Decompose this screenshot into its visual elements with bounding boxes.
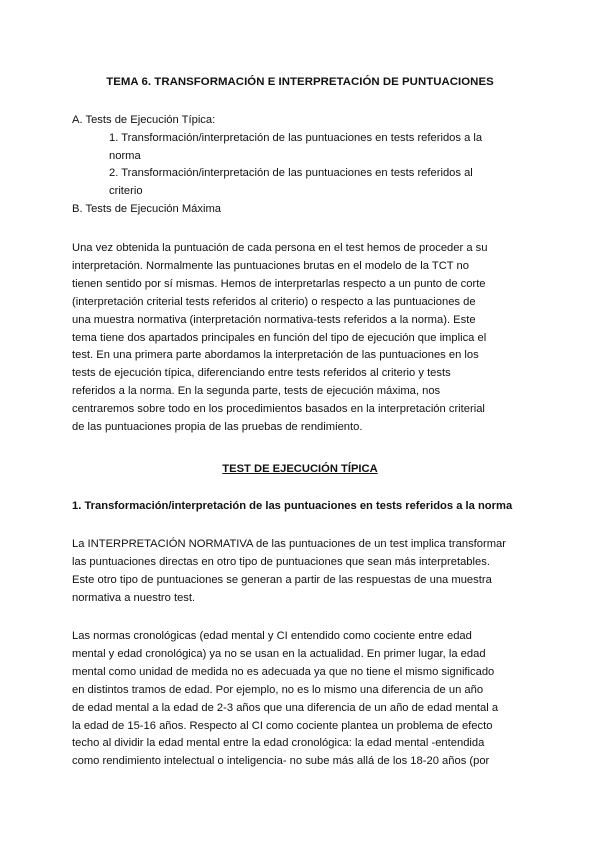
outline-list — [72, 112, 532, 219]
outline-item-b: B. Tests de Ejecución Máxima — [72, 202, 222, 215]
intro-line: test. En una primera parte abordamos la interpretación de las puntuaciones en los — [72, 349, 479, 362]
intro-line: tienen sentido por sí mismas. Hemos de interpretarlas respecto a un punto de corte — [72, 277, 486, 290]
intro-line: una muestra normativa (interpretación normativa-tests referidos a la norma). Este — [72, 313, 476, 326]
normative-line: las puntuaciones directas en otro tipo de puntuaciones que sean más interpretables. — [72, 555, 490, 568]
outline-item-a1-line1: 1. Transformación/interpretación de las puntuaciones en tests referidos a la — [109, 131, 483, 144]
intro-line: referidos a la norma. En la segunda parte, tests de ejecución máxima, nos — [72, 385, 441, 398]
intro-line: (interpretación criterial tests referidos al criterio) o respecto a las puntuaciones de — [72, 295, 476, 308]
outline-item-a1-line2: norma — [109, 149, 141, 162]
chrono-line: la edad de 15-16 años. Respecto al CI como cociente plantea un problema de efecto — [72, 719, 493, 732]
chrono-line: techo al dividir la edad mental entre la edad cronológica: la edad mental -entendida — [72, 737, 485, 750]
chrono-line: mental y edad cronológica) ya no se usan en la actualidad. En primer lugar, la edad — [72, 647, 486, 660]
chrono-line: Las normas cronológicas (edad mental y CI entendido como cociente entre edad — [72, 630, 472, 642]
chrono-line: en distintos tramos de edad. Por ejemplo, no es lo mismo una diferencia de un año — [72, 683, 484, 696]
normative-line: normativa a nuestro test. — [72, 591, 196, 604]
intro-line: centraremos sobre todo en los procedimientos basados en la interpretación criterial — [72, 403, 485, 416]
chrono-paragraph — [72, 628, 528, 771]
outline-item-a2-line2: criterio — [109, 185, 143, 198]
chrono-line: de edad mental a la edad de 2-3 años que una diferencia de un año de edad mental a — [72, 701, 499, 714]
chrono-line: como rendimiento intelectual o inteligencia- no sube más allá de los 18-20 años (por — [72, 755, 490, 768]
intro-line: interpretación. Normalmente las puntuaciones brutas en el modelo de la TCT no — [72, 259, 469, 272]
outline-item-a2-line1: 2. Transformación/interpretación de las puntuaciones en tests referidos al — [109, 167, 473, 180]
intro-line: Una vez obtenida la puntuación de cada persona en el test hemos de proceder a su — [72, 242, 488, 254]
intro-paragraph — [72, 240, 528, 437]
normative-line: La INTERPRETACIÓN NORMATIVA de las puntuaciones de un test implica transformar — [72, 538, 506, 550]
intro-line: tests de ejecución típica, diferenciando entre tests referidos al criterio y tests — [72, 367, 451, 380]
intro-line: tema tiene dos apartados principales en función del tipo de ejecución que implica el — [72, 331, 487, 344]
section-title: TEST DE EJECUCIÓN TÍPICA — [222, 463, 378, 475]
intro-line: de las puntuaciones propia de las pruebas de rendimiento. — [72, 421, 363, 434]
normative-line: Este otro tipo de puntuaciones se generan a partir de las respuestas de una muestra — [72, 573, 492, 586]
chrono-line: mental como unidad de medida no es adecuada ya que no tiene el mismo significado — [72, 665, 495, 678]
outline-item-a: A. Tests de Ejecución Típica: — [72, 114, 216, 126]
page-title: TEMA 6. TRANSFORMACIÓN E INTERPRETACIÓN DE PUNTUACIONES — [106, 76, 494, 88]
normative-paragraph — [72, 536, 528, 608]
subsection-title: 1. Transformación/interpretación de las puntuaciones en tests referidos a la norma — [72, 500, 513, 512]
